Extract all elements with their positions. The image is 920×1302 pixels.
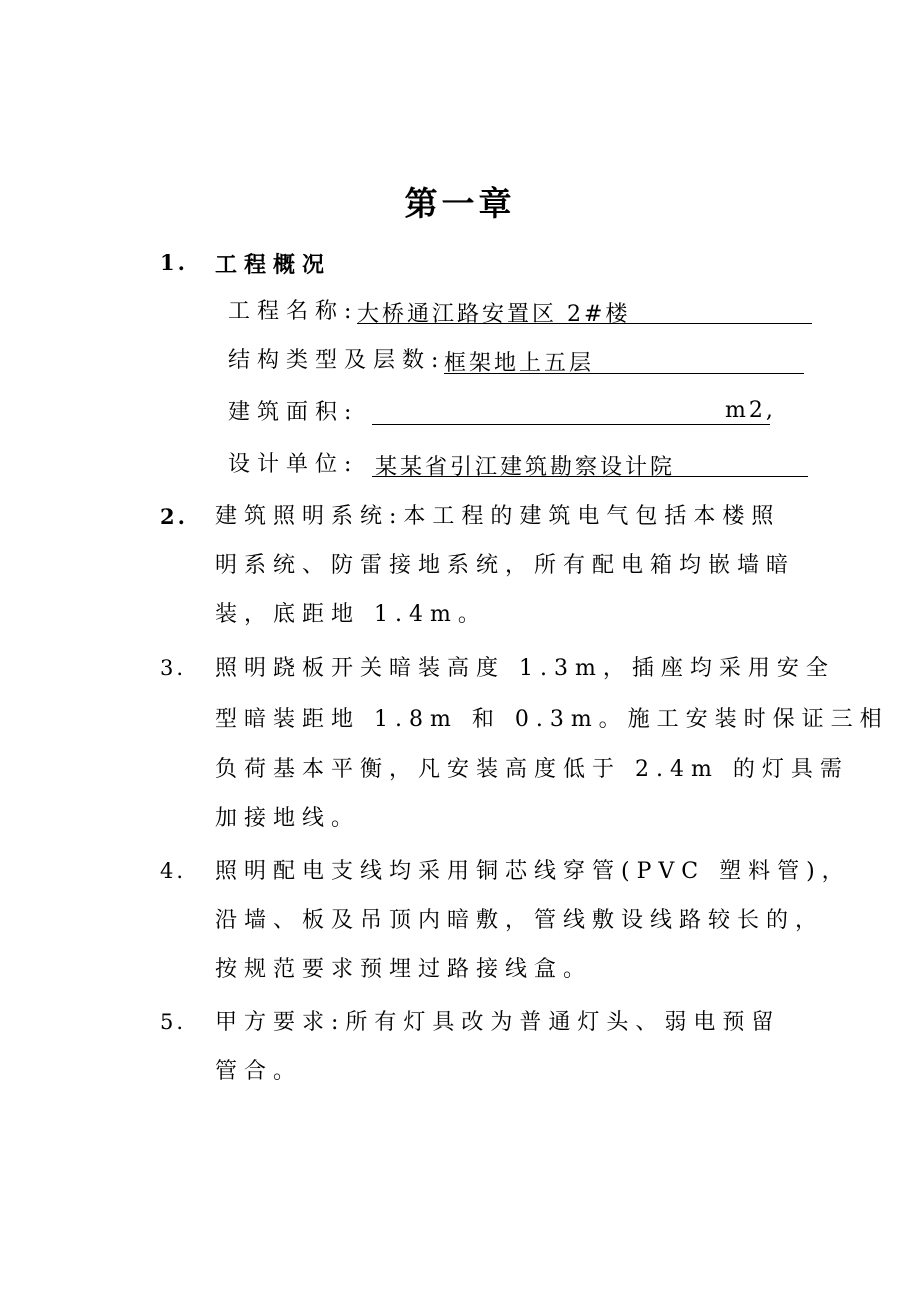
area-label: 建筑面积:: [228, 400, 359, 425]
structure-label: 结构类型及层数:: [228, 348, 446, 373]
area-underline: [372, 424, 770, 425]
design-underline: [372, 476, 808, 477]
section-4-line: 沿墙、板及吊顶内暗敷，管线敷设线路较长的，: [215, 908, 825, 933]
design-label: 设计单位:: [228, 452, 359, 477]
page-title: 第一章: [404, 184, 516, 223]
section-1-number: 1.: [160, 250, 188, 275]
project-name-label: 工程名称:: [228, 299, 359, 324]
section-4-line: 按规范要求预埋过路接线盒。: [215, 957, 593, 982]
area-unit: m2,: [725, 398, 776, 423]
section-3-line: 型暗装距地 1.8m 和 0.3m。施工安装时保证三相: [215, 707, 889, 732]
section-4-number: 4.: [160, 859, 187, 883]
section-2-line: 明系统、防雷接地系统，所有配电箱均嵌墙暗: [215, 553, 796, 578]
structure-underline: [444, 373, 804, 374]
section-5-line: 甲方要求:所有灯具改为普通灯头、弱电预留: [215, 1010, 781, 1035]
section-2-number: 2.: [160, 504, 188, 529]
project-name-value: 大桥通江路安置区 2#楼: [357, 302, 631, 327]
section-3-number: 3.: [160, 656, 187, 680]
project-name-underline: [357, 323, 812, 324]
section-3-line: 负荷基本平衡，凡安装高度低于 2.4m 的灯具需: [215, 757, 849, 782]
section-3-line: 加接地线。: [215, 806, 361, 831]
section-4-line: 照明配电支线均采用铜芯线穿管(PVC 塑料管)，: [215, 859, 851, 884]
section-5-line: 管合。: [215, 1059, 303, 1084]
section-1-heading: 工程概况: [215, 252, 332, 278]
section-3-line: 照明跷板开关暗装高度 1.3m，插座均采用安全: [215, 656, 835, 681]
section-5-number: 5.: [160, 1010, 187, 1034]
section-2-line: 建筑照明系统:本工程的建筑电气包括本楼照: [215, 504, 781, 529]
structure-value: 框架地上五层: [444, 351, 595, 376]
design-value: 某某省引江建筑勘察设计院: [375, 455, 676, 480]
section-2-line: 装，底距地 1.4m。: [215, 602, 487, 627]
